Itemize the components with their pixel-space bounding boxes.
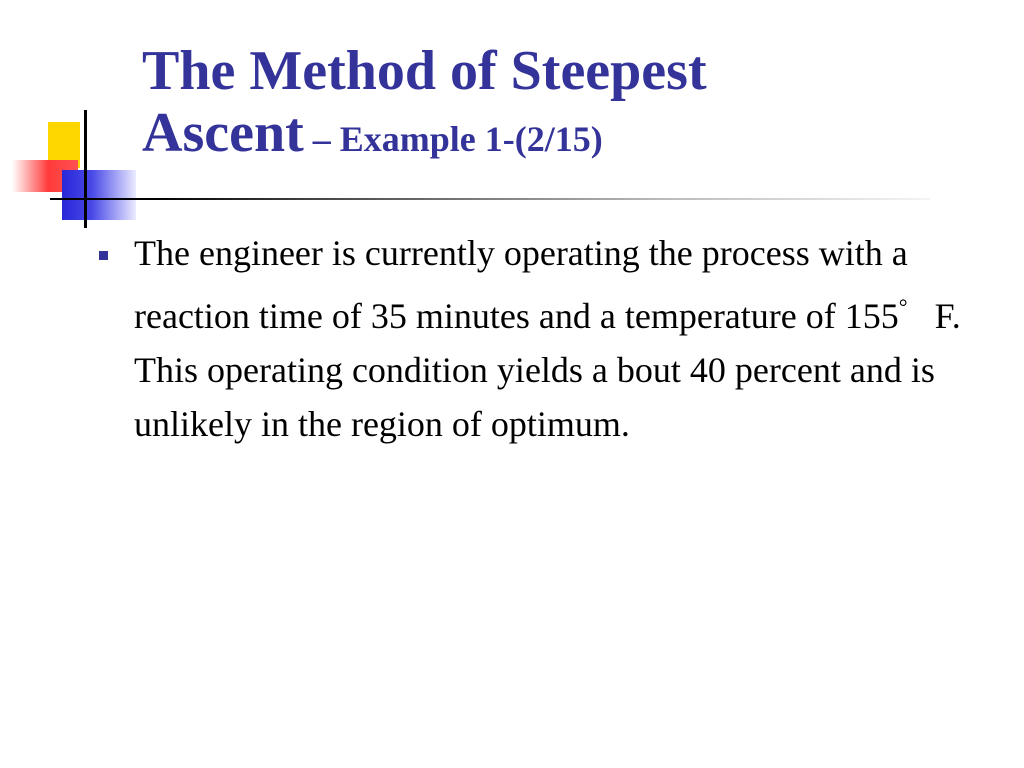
bullet-item <box>94 226 984 451</box>
slide-content <box>94 226 984 451</box>
bullet-text-part-1: The engineer is currently operating the process with a reaction time of 35 minutes and a temperature of 155 <box>134 233 908 336</box>
logo-yellow-square <box>48 122 80 168</box>
slide-title <box>142 40 982 170</box>
logo-vertical-line <box>84 110 87 228</box>
square-bullet-icon <box>99 251 108 260</box>
logo-red-square <box>12 160 78 192</box>
title-line-1: The Method of Steepest <box>142 40 707 102</box>
title-line-2: Ascent <box>142 102 304 164</box>
bullet-text-part-2: F. This operating condition yields a bout 40 percent and is unlikely in the region of optimum. <box>134 296 970 444</box>
logo-blue-square <box>62 170 136 220</box>
degree-symbol: ° <box>898 294 908 319</box>
title-divider-line <box>50 198 930 200</box>
title-subtitle: – Example 1-(2/15) <box>303 119 603 159</box>
